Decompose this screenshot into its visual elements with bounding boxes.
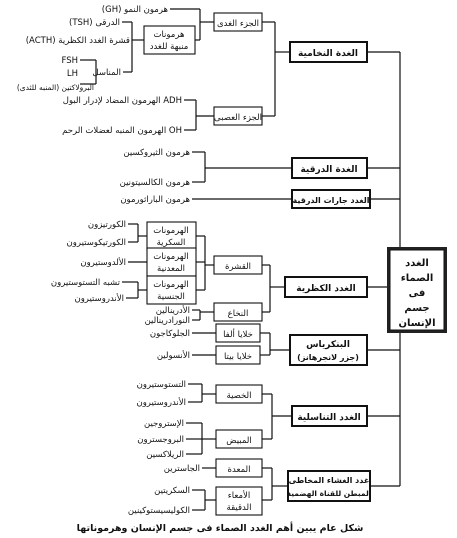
hormone-androsterone-2: الأندروستيرون <box>136 398 186 408</box>
sugar-label-2: السكرية <box>156 238 186 248</box>
mineral-label-1: الهرمونات <box>153 252 189 262</box>
hormone-acth: (ACTH) قشرة الغدد الكظرية <box>25 36 130 46</box>
intestine-label-2: الدقيقة <box>226 503 252 513</box>
pancreas-sublabel: (جزر لانجرهانز) <box>297 353 359 362</box>
main-node-pituitary <box>290 42 367 62</box>
hormone-insulin: الأنسولين <box>156 351 190 361</box>
pancreas-label: البنكرياس <box>306 340 350 350</box>
gonads-label: الغدد التناسلية <box>297 413 361 423</box>
hormone-gh: (GH) هرمون النمو <box>101 5 168 15</box>
hormone-lh: LH <box>66 69 78 79</box>
cortex-label: القشرة <box>225 262 251 272</box>
hormone-tsh: (TSH) الدرقى <box>69 18 120 28</box>
root-line-3: فى <box>408 288 426 299</box>
intestine-label-1: الأمعاء <box>227 491 251 501</box>
hormone-aldosterone: الألدوستيرون <box>80 258 126 268</box>
main-node-gi <box>287 471 372 501</box>
hormone-cortisone: الكورتيزون <box>87 220 126 230</box>
hormone-fsh: FSH <box>61 56 78 66</box>
sub-node-anterior <box>214 13 262 31</box>
hormone-oh: الهرمون المنبه لعضلات الرحم OH <box>62 126 182 136</box>
figure-caption: شكل عام يبين أهم الغدد الصماء فى جسم الإنسان وهرموناتها <box>76 523 364 534</box>
hormone-glucagon: الجلوكاجون <box>149 329 190 339</box>
sub-node-alpha <box>216 324 260 342</box>
testis-label: الخصية <box>226 391 252 401</box>
sugar-label-1: الهرمونات <box>153 226 189 236</box>
hormone-gonadal: المناسل <box>92 68 121 78</box>
beta-label: خلايا بيتا <box>223 352 253 362</box>
ovary-label: المبيض <box>226 436 252 446</box>
main-node-pancreas <box>290 335 367 365</box>
sub-node-sugar <box>147 222 196 250</box>
main-node-thyroid <box>292 158 367 178</box>
hormone-calcitonin: هرمون الكالسيتونين <box>119 178 190 188</box>
hormone-progesterone: البروجسترون <box>137 435 184 445</box>
hormone-testosterone: التستوستيرون <box>136 380 186 390</box>
sub-node-testis <box>216 385 262 403</box>
stimulating-label-2: منبهة للغدد <box>149 42 189 52</box>
hormone-noradrenaline: النورادرينالين <box>144 316 190 326</box>
hormone-thyroxine: هرمون الثيروكسين <box>123 148 190 158</box>
main-node-adrenal <box>285 277 367 297</box>
hormone-corticosterone: الكورتيكوستيرون <box>66 238 126 248</box>
hormone-gastrin: الجاسترين <box>163 464 200 474</box>
adrenal-label: الغدد الكظرية <box>296 284 356 294</box>
gi-label-2: المبطن للقناة الهضمية <box>286 489 372 498</box>
sub-node-medulla <box>214 303 262 321</box>
medulla-label: النخاع <box>227 309 249 319</box>
sub-node-intestine <box>216 487 262 515</box>
hormone-cck: الكوليسيستوكينين <box>127 506 190 516</box>
main-node-parathyroid <box>292 190 370 208</box>
root-line-1: الغدد <box>405 258 429 269</box>
hormone-adrenaline: الأدرينالين <box>155 306 190 316</box>
thyroid-label: الغدة الدرقية <box>300 165 358 175</box>
hormone-testosterone-like: تشبه التستوستيرون <box>50 278 120 288</box>
alpha-label: خلايا ألفا <box>223 330 253 340</box>
hormone-secretin: السكريتين <box>154 486 190 496</box>
hormone-relaxin: الريلاكسين <box>146 450 184 460</box>
root-node <box>387 247 447 333</box>
hormone-adh: الهرمون المضاد لإدرار البول ADH <box>62 96 182 106</box>
hormone-parathormone: هرمون الباراثورمون <box>120 195 190 205</box>
sex-label-2: الجنسية <box>157 292 185 302</box>
sub-node-ovary <box>216 430 262 448</box>
main-node-gonads <box>292 406 367 426</box>
hormone-prolactin: البرولاكتين (المنبه للثدى) <box>16 83 94 92</box>
stimulating-label-1: هرمونات <box>153 30 185 40</box>
root-line-5: الإنسان <box>398 318 436 329</box>
sub-node-stomach <box>216 459 262 477</box>
gi-label-1: غدد الغشاء المخاطى <box>288 476 370 485</box>
stomach-label: المعدة <box>227 465 251 475</box>
sub-node-beta <box>216 346 260 364</box>
hormone-estrogen: الإستروجين <box>144 419 184 429</box>
sub-node-posterior <box>214 107 262 125</box>
sex-label-1: الهرمونات <box>153 280 189 290</box>
root-line-2: الصماء <box>400 273 434 284</box>
root-line-4: جسم <box>404 303 430 314</box>
mineral-label-2: المعدنية <box>157 264 185 274</box>
parathyroid-label: الغدد جارات الدرقية <box>292 196 370 205</box>
posterior-label: الجزء العصبى <box>214 113 262 123</box>
hormone-androsterone-1: الأندروستيرون <box>74 294 124 304</box>
anterior-label: الجزء الغدى <box>217 19 259 29</box>
sub-node-cortex <box>214 256 262 274</box>
sub-node-mineral <box>147 248 196 276</box>
sub-node-stimulating <box>144 26 195 54</box>
pituitary-label: الغدة النخامية <box>298 49 358 59</box>
sub-node-sex <box>147 276 196 304</box>
